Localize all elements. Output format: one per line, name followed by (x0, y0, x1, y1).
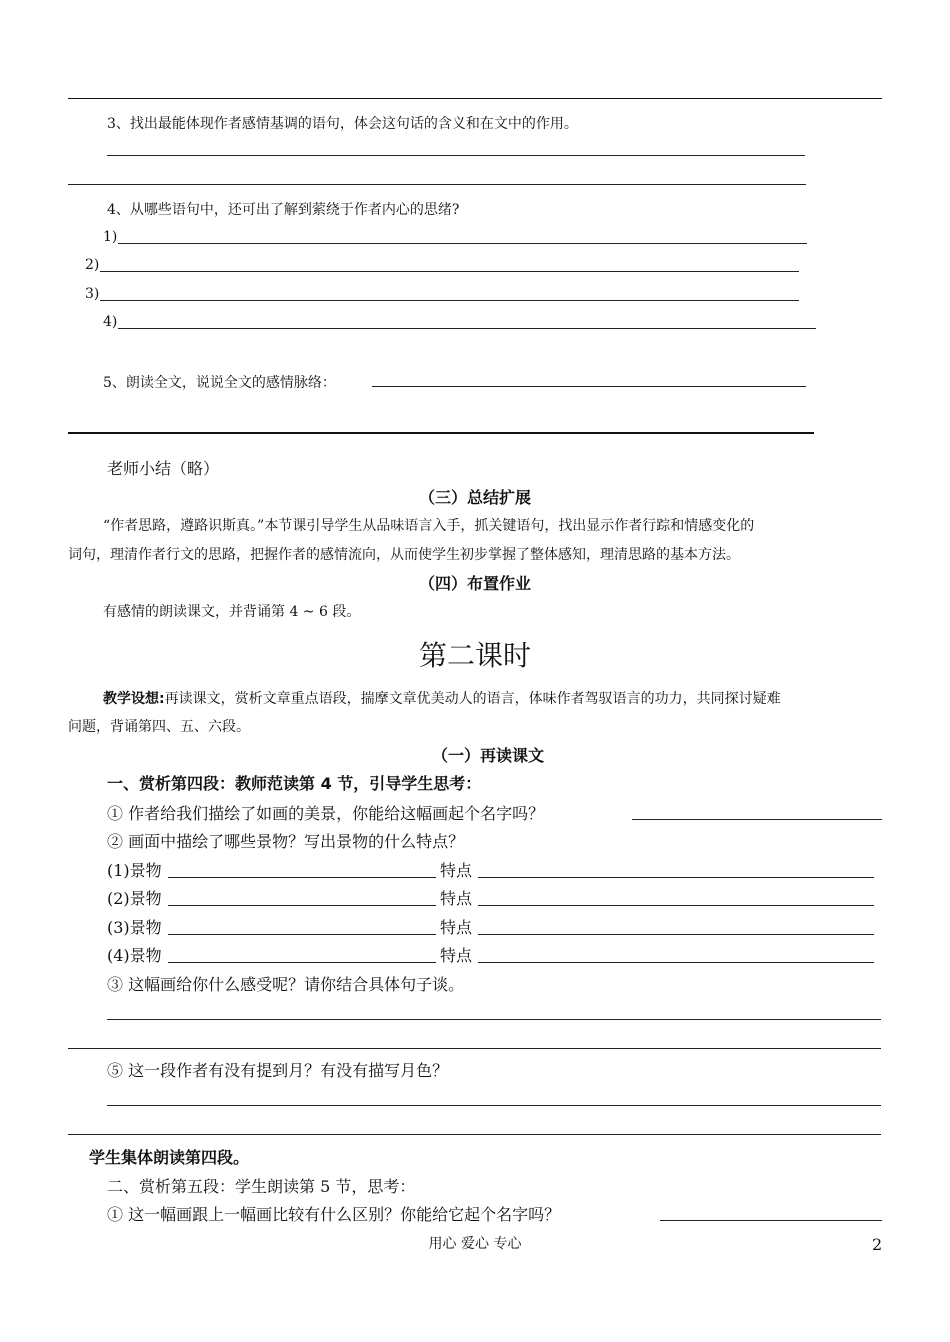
section-rule (68, 432, 814, 434)
scenery-input-line[interactable] (168, 905, 436, 906)
teacher-summary: 老师小结（略） (107, 459, 220, 478)
scenery-label: (1)景物 (107, 861, 162, 880)
reread-heading: （一）再读课文 (432, 746, 545, 765)
question-5: 5、朗读全文，说说全文的感情脉络： (103, 375, 336, 391)
scenery-input-line[interactable] (168, 934, 436, 935)
q4-item-label: 1) (103, 229, 118, 245)
homework-text: 有感情的朗读课文，并背诵第 4 ~ 6 段。 (103, 604, 361, 620)
answer-line[interactable] (68, 1048, 881, 1049)
answer-line[interactable] (100, 300, 799, 301)
scenery-input-line[interactable] (168, 962, 436, 963)
teaching-idea-text: 再读课文，赏析文章重点语段，揣摩文章优美动人的语言，体味作者驾驭语言的功力，共同探讨疑难 (164, 691, 781, 707)
teaching-idea-continued: 问题，背诵第四、五、六段。 (68, 719, 250, 735)
scenery-label: (4)景物 (107, 946, 162, 965)
answer-line[interactable] (107, 1105, 881, 1106)
answer-line[interactable] (118, 328, 816, 329)
answer-line[interactable] (100, 271, 799, 272)
scenery-label: (3)景物 (107, 918, 162, 937)
part-2-heading: 二、赏析第五段：学生朗读第 5 节，思考： (107, 1177, 416, 1196)
feature-label: 特点 (440, 918, 473, 937)
q4-item-label: 2) (85, 257, 100, 273)
teaching-idea-label: 教学设想: (103, 691, 165, 707)
answer-line[interactable] (632, 819, 882, 820)
top-rule (68, 98, 882, 99)
feature-input-line[interactable] (478, 934, 874, 935)
answer-line[interactable] (118, 243, 807, 244)
question-c1: ① 作者给我们描绘了如画的美景，你能给这幅画起个名字吗？ (107, 804, 545, 823)
question-c5: ⑤ 这一段作者有没有提到月？有没有描写月色？ (107, 1061, 449, 1080)
feature-input-line[interactable] (478, 877, 874, 878)
collective-reading: 学生集体朗读第四段。 (89, 1148, 250, 1167)
teaching-idea (103, 688, 781, 708)
q4-item-label: 3) (85, 286, 100, 302)
section-3-text: “作者思路，遵路识斯真。”本节课引导学生从品味语言入手，抓关键语句，找出显示作者行踪和情感变化的 (103, 518, 755, 534)
question-4: 4、从哪些语句中，还可出了解到萦绕于作者内心的思绪? (107, 202, 460, 218)
section-3-heading: （三）总结扩展 (418, 488, 531, 507)
section-4-heading: （四）布置作业 (418, 574, 531, 593)
section-3-text: 词句，理清作者行文的思路，把握作者的感情流向，从而使学生初步掌握了整体感知，理清思路的基本方法。 (68, 547, 740, 563)
feature-label: 特点 (440, 889, 473, 908)
q4-item-label: 4) (103, 314, 118, 330)
question-3: 3、找出最能体现作者感情基调的语句，体会这句话的含义和在文中的作用。 (107, 116, 578, 132)
lesson-2-title: 第二课时 (418, 639, 531, 672)
answer-line[interactable] (107, 1019, 881, 1020)
part-2-question-1: ① 这一幅画跟上一幅画比较有什么区别？你能给它起个名字吗？ (107, 1205, 561, 1224)
feature-label: 特点 (440, 861, 473, 880)
feature-input-line[interactable] (478, 905, 874, 906)
page-number: 2 (872, 1235, 883, 1254)
answer-line[interactable] (68, 1134, 881, 1135)
scenery-label: (2)景物 (107, 889, 162, 908)
answer-line[interactable] (660, 1220, 882, 1221)
question-c2: ② 画面中描绘了哪些景物？写出景物的什么特点？ (107, 832, 465, 851)
part-1-heading: 一、赏析第四段：教师范读第 4 节，引导学生思考： (107, 774, 482, 793)
question-c3: ③ 这幅画给你什么感受呢？请你结合具体句子谈。 (107, 975, 465, 994)
answer-line[interactable] (68, 184, 806, 185)
feature-input-line[interactable] (478, 962, 874, 963)
footer-motto: 用心 爱心 专心 (428, 1236, 522, 1252)
feature-label: 特点 (440, 946, 473, 965)
answer-line[interactable] (372, 386, 806, 387)
answer-line[interactable] (107, 155, 805, 156)
scenery-input-line[interactable] (168, 877, 436, 878)
